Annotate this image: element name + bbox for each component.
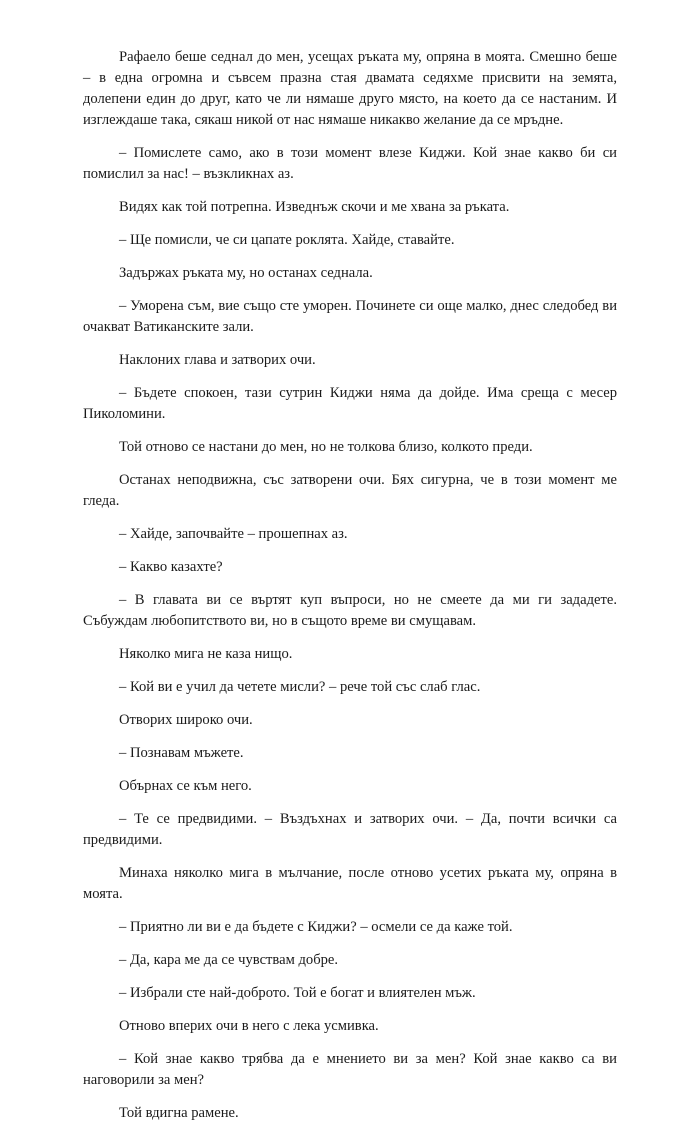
paragraph: – Избрали сте най-доброто. Той е богат и влиятелен мъж. (119, 985, 476, 1001)
document-page (83, 47, 617, 1136)
paragraph: Минаха няколко мига в мълчание, после отново усетих ръката му, опряна в моята. (83, 865, 617, 902)
paragraph: – Кой знае какво трябва да е мнението ви за мен? Кой знае какво са ви наговорили за мен? (83, 1051, 617, 1088)
paragraph: – Хайде, започвайте – прошепнах аз. (119, 526, 348, 542)
paragraph: Отворих широко очи. (119, 712, 253, 728)
paragraph: – Познавам мъжете. (119, 745, 244, 761)
paragraph: Видях как той потрепна. Изведнъж скочи и ме хвана за ръката. (119, 199, 510, 215)
paragraph: Той отново се настани до мен, но не толкова близо, колкото преди. (119, 439, 533, 455)
paragraph: – В главата ви се въртят куп въпроси, но не смеете да ми ги зададете. Събуждам любопитството ви, но в същото време ви смущавам. (83, 592, 617, 629)
paragraph: – Какво казахте? (119, 559, 223, 575)
paragraph: – Помислете само, ако в този момент влезе Киджи. Кой знае какво би си помислил за нас! – възкликнах аз. (83, 145, 617, 182)
paragraph: – Да, кара ме да се чувствам добре. (119, 952, 339, 968)
paragraph: Обърнах се към него. (119, 778, 252, 794)
paragraph: Той вдигна рамене. (119, 1105, 239, 1121)
paragraph: Отново вперих очи в него с лека усмивка. (119, 1018, 379, 1034)
paragraph: – Кой ви е учил да четете мисли? – рече той със слаб глас. (119, 679, 481, 695)
paragraph: Няколко мига не каза нищо. (119, 646, 293, 662)
paragraph: Наклоних глава и затворих очи. (119, 352, 316, 368)
paragraph: – Бъдете спокоен, тази сутрин Киджи няма да дойде. Има среща с месер Пиколомини. (83, 385, 617, 422)
paragraph: Останах неподвижна, със затворени очи. Бях сигурна, че в този момент ме гледа. (83, 472, 617, 509)
paragraph: – Те се предвидими. – Въздъхнах и затворих очи. – Да, почти всички са предвидими. (83, 811, 617, 848)
paragraph: – Уморена съм, вие също сте уморен. Починете си още малко, днес следобед ви очакват Ватиканските зали. (83, 298, 617, 335)
paragraph: – Приятно ли ви е да бъдете с Киджи? – осмели се да каже той. (119, 919, 513, 935)
paragraph: – Ще помисли, че си цапате роклята. Хайде, ставайте. (119, 232, 455, 248)
paragraph: Задържах ръката му, но останах седнала. (119, 265, 373, 281)
paragraph: Рафаело беше седнал до мен, усещах ръката му, опряна в моята. Смешно беше – в една огромна и съвсем празна стая двамата седяхме присвити на земята, долепени един до друг, като че ли нямаше друго място, на което да се настаним. И изглеждаше така, сякаш никой от нас нямаше никакво желание да се мръдне. (83, 49, 617, 128)
